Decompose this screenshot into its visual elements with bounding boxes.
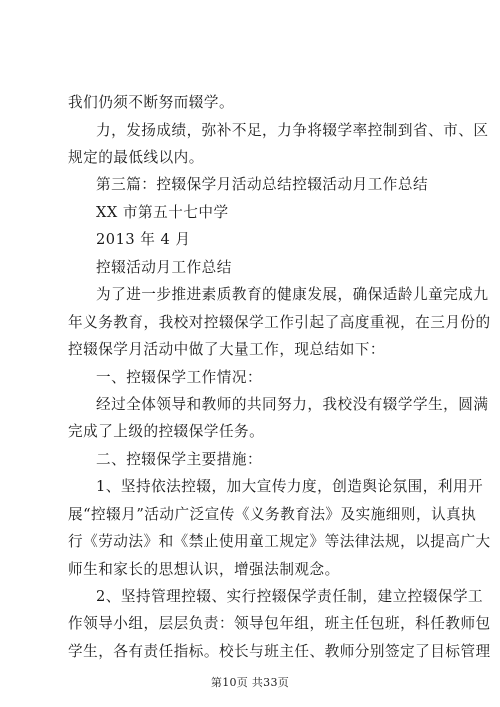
page-number: 第10页 共33页	[210, 676, 290, 689]
section-heading: 第三篇：控辍保学月活动总结控辍活动月工作总结	[96, 176, 429, 193]
text-line-16: 展“控辍月”活动广泛宣传《义务教育法》及实施细则，认真执	[68, 506, 477, 523]
text-line-15: 1、坚持依法控辍，加大宣传力度，创造舆论氛围，利用开	[96, 478, 484, 495]
text-line-2: 力，发扬成绩，弥补不足，力争将辍学率控制到省、市、区	[96, 122, 489, 139]
document-title: 控辍活动月工作总结	[96, 259, 232, 276]
subheading-1: 一、控辍保学工作情况：	[96, 369, 263, 386]
text-line-1: 我们仍须不断努而辍学。	[68, 94, 235, 111]
text-line-21: 学生，各有责任指标。校长与班主任、教师分别签定了目标管理	[68, 643, 491, 660]
subheading-2: 二、控辍保学主要措施：	[96, 451, 263, 468]
text-line-9: 年义务教育，我校对控辍保学工作引起了高度重视，在三月份的	[68, 314, 491, 331]
text-line-10: 控辍保学月活动中做了大量工作，现总结如下：	[68, 341, 385, 358]
text-line-18: 师生和家长的思想认识，增强法制观念。	[68, 561, 340, 578]
text-line-19: 2、坚持管理控辍、实行控辍保学责任制，建立控辍保学工	[96, 588, 484, 605]
document-date: 2013 年 4 月	[96, 231, 191, 248]
text-line-12: 经过全体领导和教师的共同努力，我校没有辍学学生，圆满	[96, 396, 489, 413]
text-line-8: 为了进一步推进素质教育的健康发展，确保适龄儿童完成九	[96, 286, 489, 303]
text-line-17: 行《劳动法》和《禁止使用童工规定》等法律法规，以提高广大	[68, 533, 491, 550]
school-name: XX 市第五十七中学	[96, 204, 229, 221]
text-line-13: 完成了上级的控辍保学任务。	[68, 423, 265, 440]
text-line-3: 规定的最低线以内。	[68, 149, 204, 166]
text-line-20: 作领导小组，层层负责：领导包年组，班主任包班，科任教师包	[68, 615, 491, 632]
